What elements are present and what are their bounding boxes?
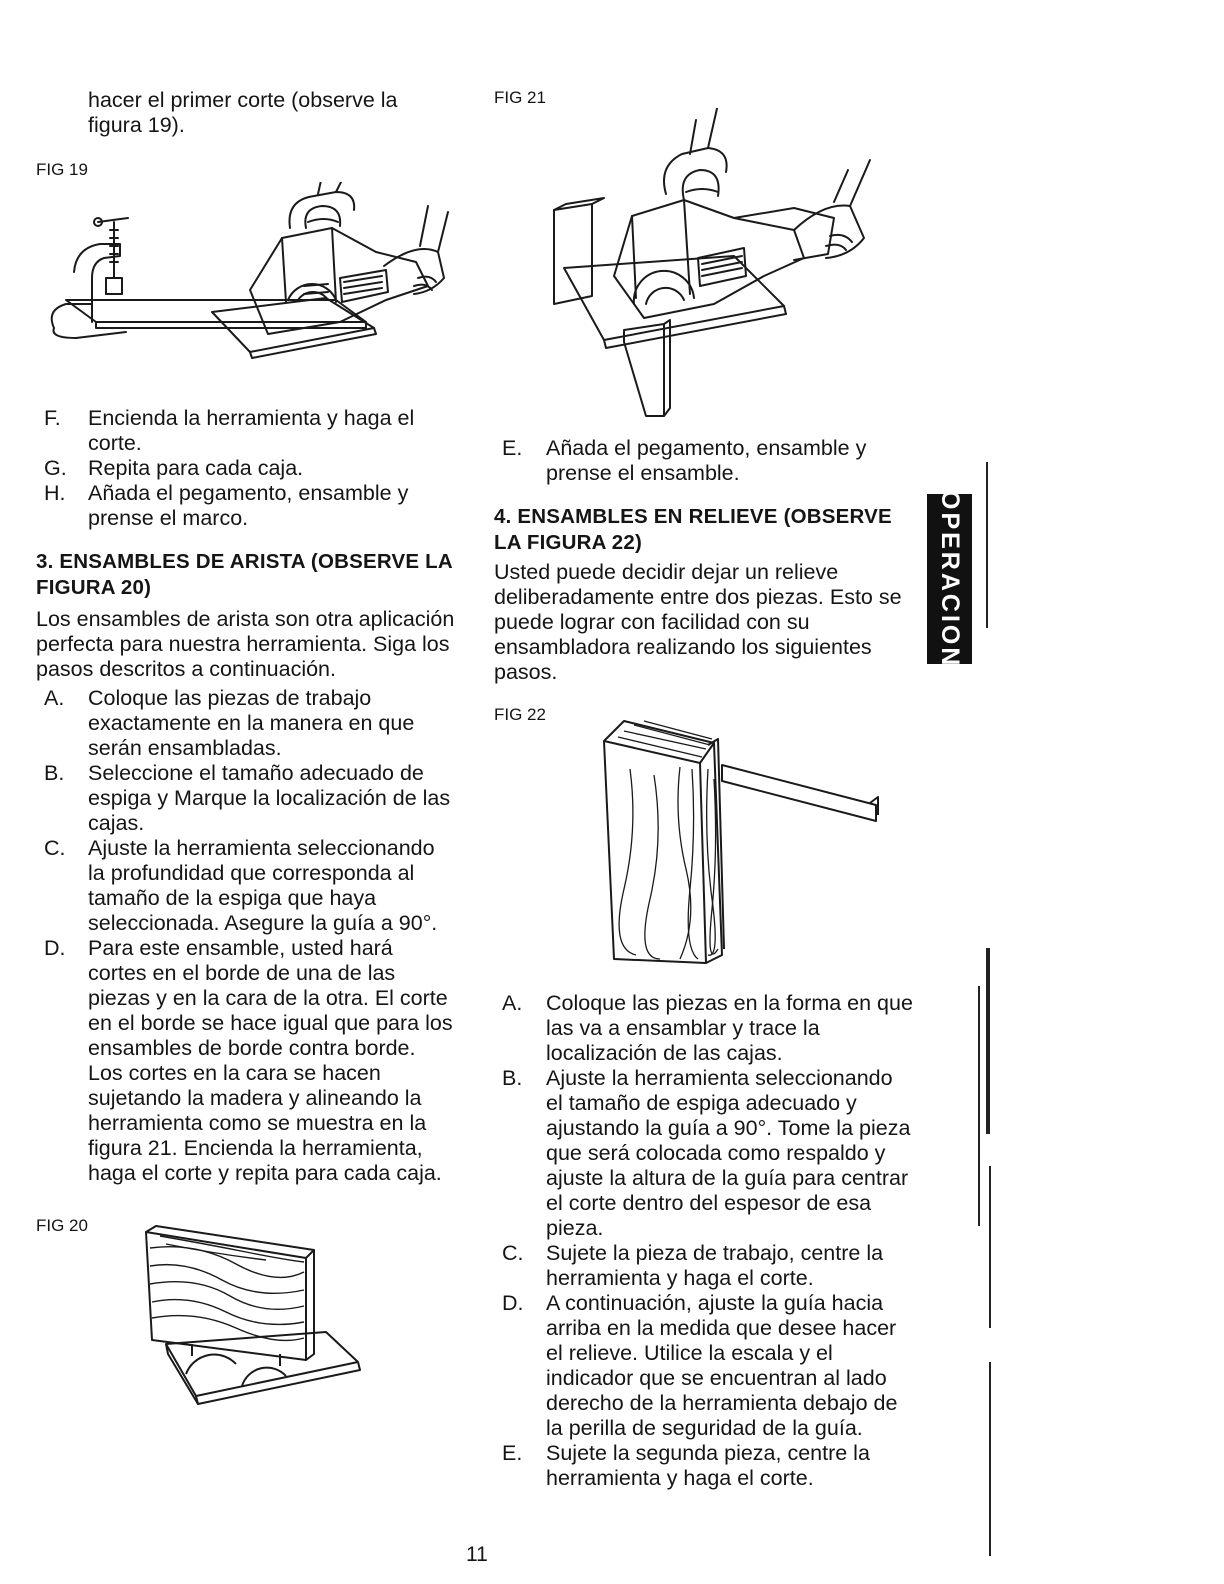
fig19-illustration <box>36 182 456 400</box>
fig21-step-e <box>494 436 914 486</box>
step-h <box>36 481 456 531</box>
fig21-illustration <box>494 108 914 418</box>
margin-mark <box>989 1362 991 1556</box>
step-h-letter: H. <box>44 481 66 505</box>
section4-step-b-text: Ajuste la herramienta seleccionando el tamaño de espiga adecuado y ajustando la guía a 90°. Tome la pieza que será colocada como respaldo y ajuste la altura de la guía para centrar el corte dentro del espesor de esa pieza. <box>546 1066 911 1240</box>
section3-steps-list <box>36 686 456 1186</box>
fig22-block <box>494 705 914 995</box>
step-g-letter: G. <box>44 456 67 480</box>
section4-heading: 4. ENSAMBLES EN RELIEVE (OBSERVE LA FIGURA 22) <box>494 505 892 554</box>
section3-step-a <box>36 686 456 761</box>
section3-step-b <box>36 761 456 836</box>
section4-step-d-text: A continuación, ajuste la guía hacia arriba en la medida que desee hacer el relieve. Utilice la escala y el indicador que se encuentran al lado derecho de la herramienta debajo de la perilla de seguridad de la guía. <box>546 1291 898 1440</box>
section3-step-b-text: Seleccione el tamaño adecuado de espiga y Marque la localización de las cajas. <box>88 761 451 835</box>
margin-mark <box>978 986 980 1226</box>
step-f-letter: F. <box>44 406 61 430</box>
section4-step-c-letter: C. <box>502 1241 524 1265</box>
fig20-block <box>36 1214 456 1414</box>
side-tab-label: OPERACION <box>936 489 964 669</box>
step-e-list <box>494 436 914 486</box>
intro-text: hacer el primer corte (observe la figura 19). <box>88 88 398 137</box>
fig21-label: FIG 21 <box>494 88 546 107</box>
step-f <box>36 406 456 456</box>
fig22-label: FIG 22 <box>494 705 546 724</box>
section3-step-c-letter: C. <box>44 836 66 860</box>
section4-step-c-text: Sujete la pieza de trabajo, centre la herramienta y haga el corte. <box>546 1241 884 1290</box>
step-g <box>36 456 456 481</box>
step-f-text: Encienda la herramienta y haga el corte. <box>88 406 415 455</box>
section4-paragraph: Usted puede decidir dejar un relieve deliberadamente entre dos piezas. Esto se puede lograr con facilidad con su ensambladora realizando los siguientes pasos. <box>494 560 902 684</box>
section4-step-c <box>494 1241 914 1291</box>
fig20-illustration <box>126 1214 386 1414</box>
section4-step-b <box>494 1066 914 1241</box>
section4-step-d-letter: D. <box>502 1291 524 1315</box>
margin-mark <box>986 462 988 628</box>
section3-step-a-text: Coloque las piezas de trabajo exactamente en la manera en que serán ensambladas. <box>88 686 415 760</box>
section3-heading: 3. ENSAMBLES DE ARISTA (OBSERVE LA FIGURA 20) <box>36 550 453 599</box>
section3-paragraph: Los ensambles de arista son otra aplicación perfecta para nuestra herramienta. Siga los pasos descritos a continuación. <box>36 607 455 681</box>
section3-step-b-letter: B. <box>44 761 65 785</box>
section3-step-d-letter: D. <box>44 936 66 960</box>
fig19-label: FIG 19 <box>36 160 88 179</box>
section4-step-a <box>494 991 914 1066</box>
fig21-step-e-text: Añada el pegamento, ensamble y prense el ensamble. <box>546 436 867 485</box>
page-number: 11 <box>466 1543 488 1566</box>
section-side-tab <box>927 489 972 669</box>
margin-mark <box>986 948 990 1134</box>
section4-step-a-letter: A. <box>502 991 523 1015</box>
left-column <box>36 88 456 1414</box>
section4-step-b-letter: B. <box>502 1066 523 1090</box>
fig20-label: FIG 20 <box>36 1216 88 1235</box>
steps-fgh-list <box>36 406 456 531</box>
section4-step-e-letter: E. <box>502 1441 523 1465</box>
section3-step-d <box>36 936 456 1186</box>
fig22-illustration <box>594 709 894 979</box>
fig21-step-e-letter: E. <box>502 436 523 460</box>
section3-step-c <box>36 836 456 936</box>
right-column <box>494 88 914 1491</box>
section4-step-d <box>494 1291 914 1441</box>
section4-step-e <box>494 1441 914 1491</box>
section4-steps-list <box>494 991 914 1491</box>
step-h-text: Añada el pegamento, ensamble y prense el marco. <box>88 481 409 530</box>
margin-mark <box>989 1166 991 1328</box>
section3-step-d-text: Para este ensamble, usted hará cortes en el borde de una de las piezas y en la cara de la otra. El corte en el borde se hace igual que para los ensambles de borde contra borde. Los cortes en la cara se hacen sujetando la madera y alineando la herramienta como se muestra en la figura 21. Encienda la herramienta, haga el corte y repita para cada caja. <box>88 936 453 1185</box>
section3-step-a-letter: A. <box>44 686 65 710</box>
step-g-text: Repita para cada caja. <box>88 456 304 480</box>
section4-step-a-text: Coloque las piezas en la forma en que las va a ensamblar y trace la localización de las cajas. <box>546 991 913 1065</box>
section3-step-c-text: Ajuste la herramienta seleccionando la profundidad que corresponda al tamaño de la espiga que haya seleccionada. Asegure la guía a 90°. <box>88 836 438 935</box>
section4-step-e-text: Sujete la segunda pieza, centre la herramienta y haga el corte. <box>546 1441 870 1490</box>
